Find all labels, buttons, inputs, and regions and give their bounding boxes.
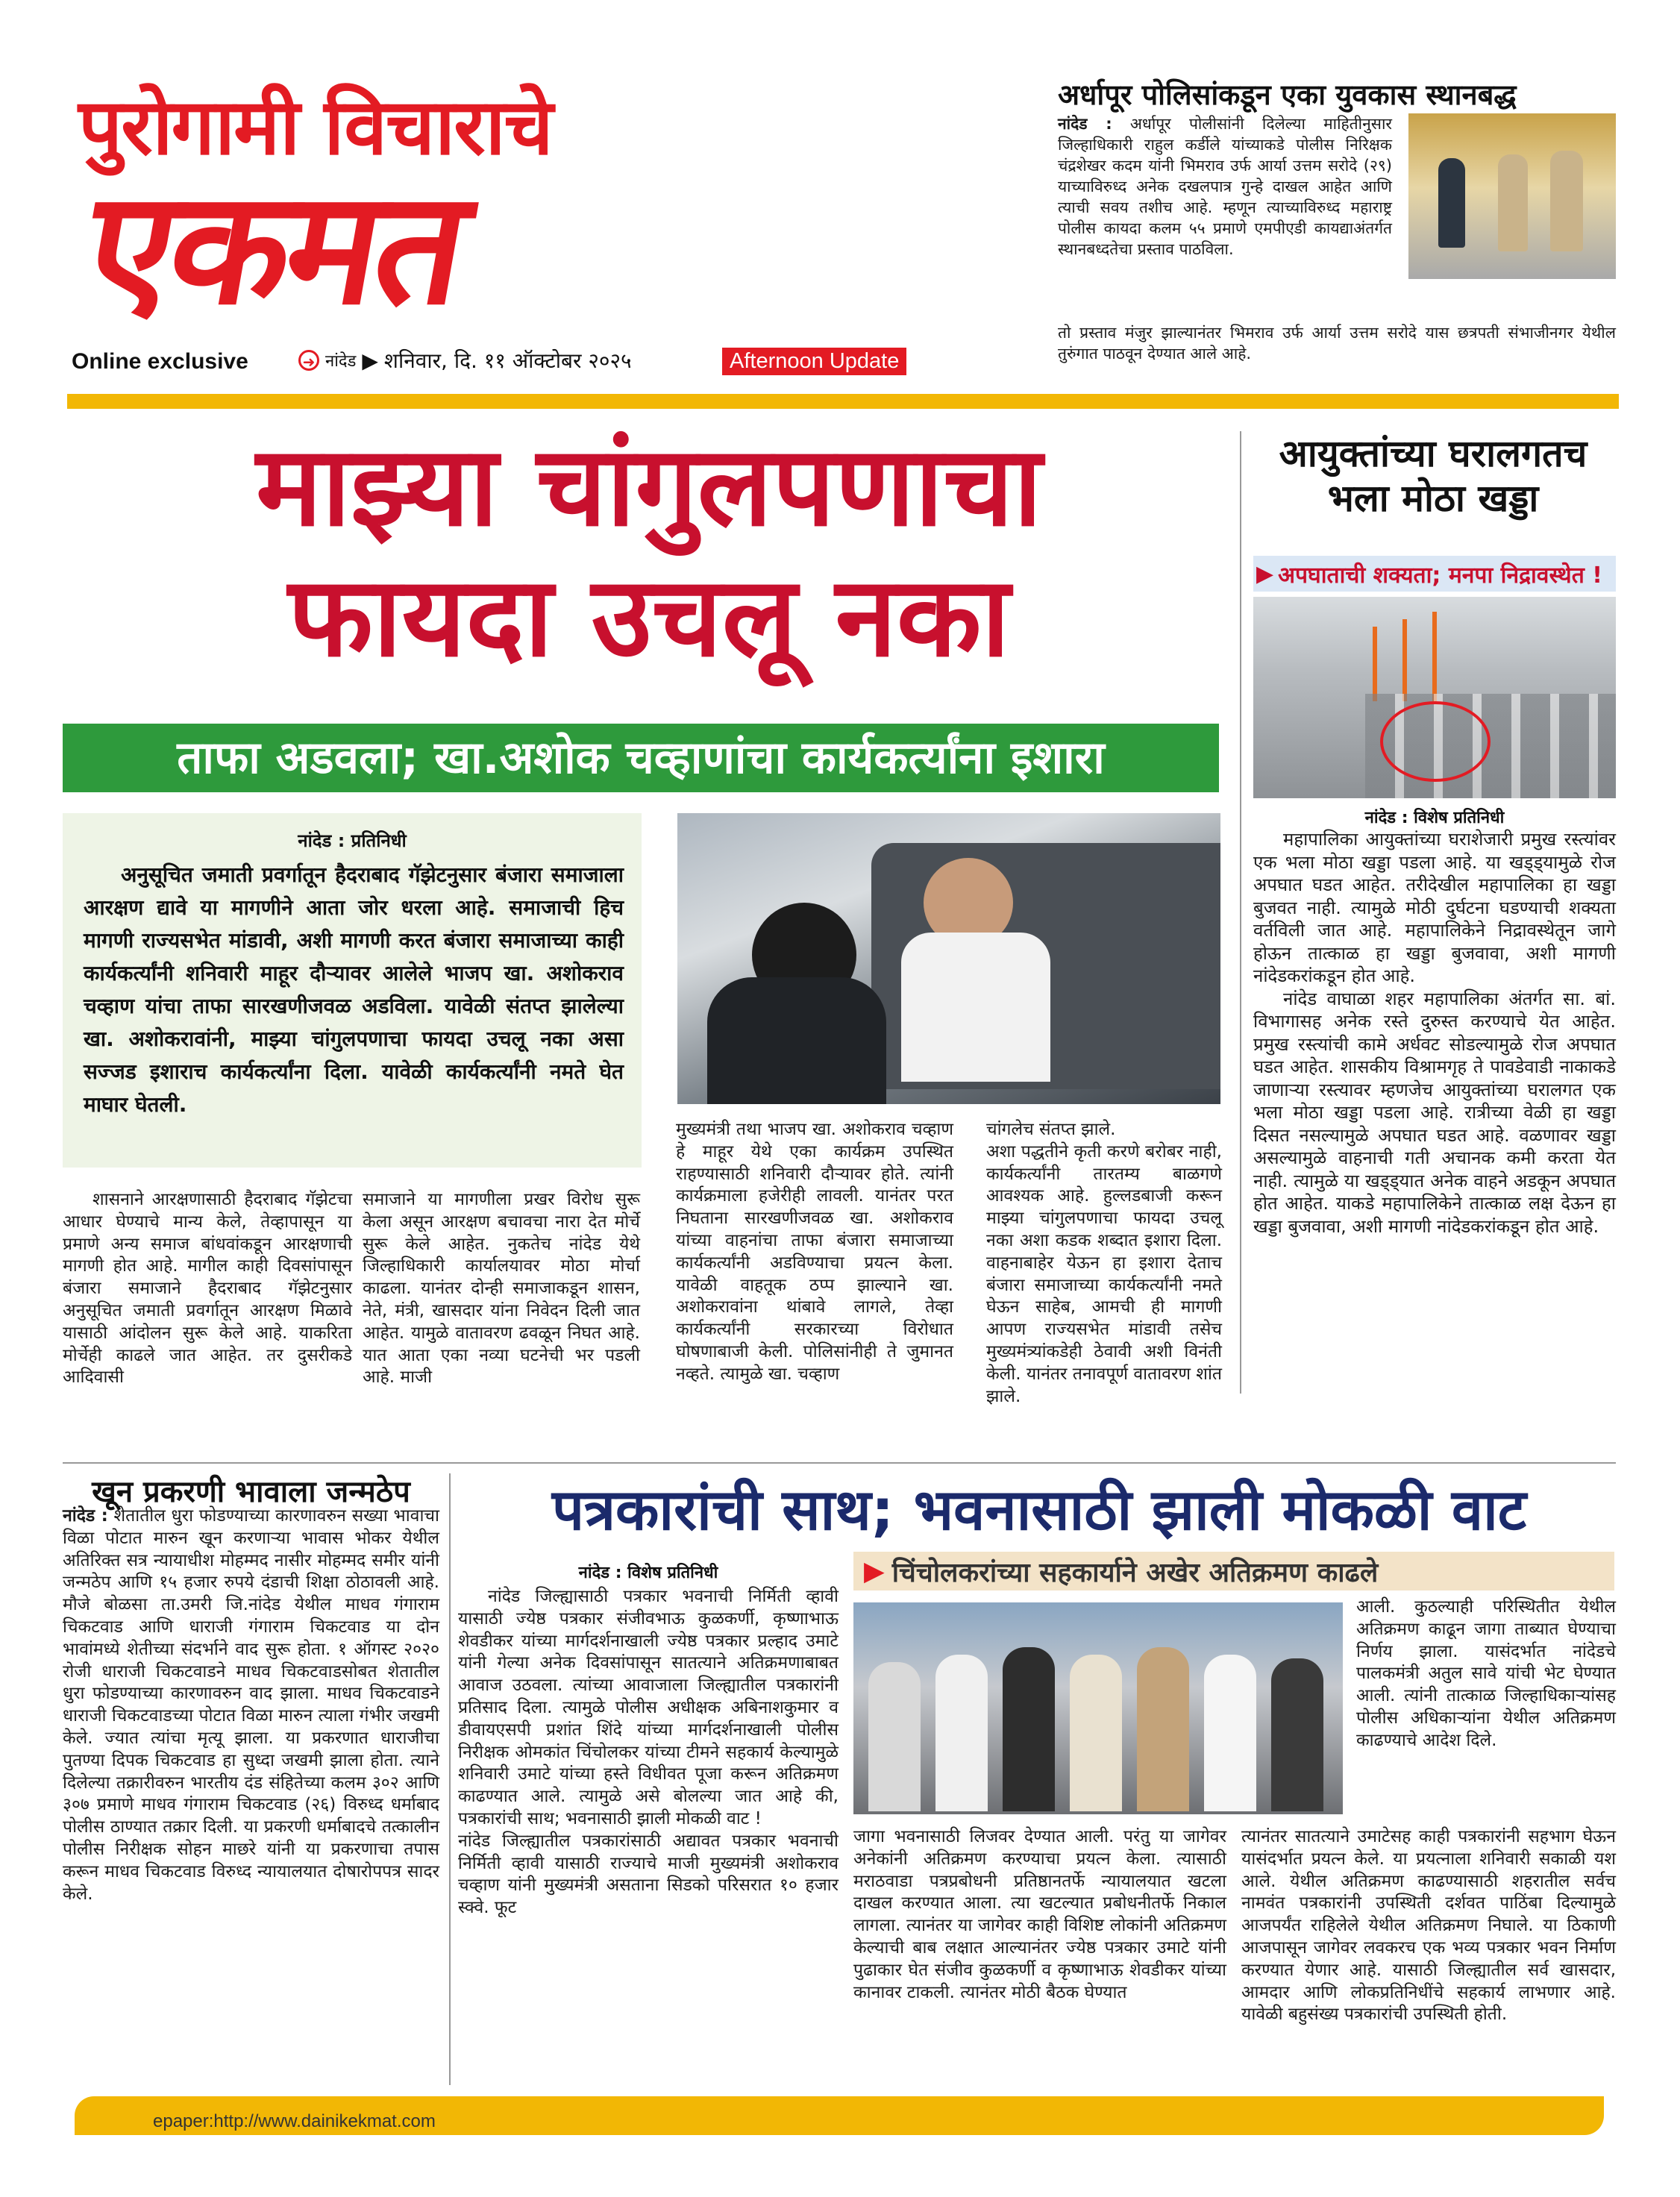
top-story-title: अर्धापूर पोलिसांकडून एका युवकास स्थानबद्ध <box>1058 78 1517 111</box>
top-story-text: अर्धापूर पोलीसांनी दिलेल्या माहितीनुसार जिल्हाधिकारी राहुल कर्डीले यांच्याकडे पोलीस निरिक्षक चंद्रशेखर कदम यांनी भिमराव उर्फ आर्या उत्तम सरोदे (२९) याच्याविरुध्द अनेक दखलपात्र गुन्हे दाखल आहेत आणि त्याची सवय तशीच आहे. म्हणून त्याच्याविरुध्द महाराष्ट्र पोलीस कायदा कलम ५५ प्रमाणे एमपीएडी कायद्याअंतर्गत स्थानबध्दतेचा प्रस्ताव पाठविला. <box>1058 115 1392 258</box>
lead-subhead-bar: ताफा अडवला; खा.अशोक चव्हाणांचा कार्यकर्त्यांना इशारा <box>63 724 1219 792</box>
play-icon: ▶ <box>362 348 378 373</box>
journalist-col1-text: नांदेड जिल्ह्यासाठी पत्रकार भवनाची निर्मिती व्हावी यासाठी ज्येष्ठ पत्रकार संजीवभाऊ कुळकर्णी, कृष्णाभाऊ शेवडीकर यांच्या मार्गदर्शनाखाली ज्येष्ठ पत्रकार प्रल्हाद उमाटे यांनी गेल्या अनेक दिवसांपासून सातत्याने अतिक्रमणाबाबत आवाज उठवला. त्यांच्या आवाजाला जिल्ह्यातील पत्रकारांनी प्रतिसाद दिला. त्यामुळे पोलीस अधीक्षक अबिनाशकुमार व डीवायएसपी प्रशांत शिंदे यांच्या मार्गदर्शनाखाली पोलीस निरीक्षक ओमकांत चिंचोलकर यांच्या टीमने सहकार्य केल्यामुळे शनिवारी उमाटे यांच्या हस्ते विधीवत पूजा करून अतिक्रमण काढण्यात आले. त्यामुळे असे बोलल्या जात आहे की, पत्रकारांची साथ; भवनासाठी झाली मोकळी वाट ! नांदेड जिल्ह्यातील पत्रकारांसाठी अद्यावत पत्रकार भवनाची निर्मिती व्हावी यासाठी राज्याचे माजी मुख्यमंत्री अशोकराव चव्हाण यांनी मुख्यमंत्री असताना सिडको परिसरात १० हजार स्क्वे. फूट <box>458 1587 839 1918</box>
right-story-dateline: नांदेड : विशेष प्रतिनिधी <box>1364 809 1505 827</box>
online-exclusive-label: Online exclusive <box>72 349 248 374</box>
footer-epaper-link[interactable]: epaper:http://www.dainikekmat.com <box>153 2111 436 2131</box>
right-story-body <box>1253 828 1616 1238</box>
right-story-p1: महापालिका आयुक्तांच्या घराशेजारी प्रमुख रस्त्यांवर एक भला मोठा खड्डा पडला आहे. या खड्ड्यामुळे रोज अपघात घडत आहेत. तरीदेखील महापालिका हा खड्डा बुजवत नाही. त्यामुळे मोठी दुर्घटना घडण्याची शक्यता वर्तविली जात आहे. महापालिकेने निद्रावस्थेतून जागे होऊन तात्काळ हा खड्डा बुजवावा, अशी मागणी नांदेडकरांकडून होत आहे. <box>1253 829 1616 986</box>
right-story-title <box>1250 431 1616 521</box>
triangle-icon: ▶ <box>1256 560 1274 587</box>
journalist-column-3a <box>1356 1596 1616 1752</box>
right-story-photo <box>1253 597 1616 798</box>
top-story-photo <box>1408 113 1616 279</box>
lead-col3-text: मुख्यमंत्री तथा भाजप खा. अशोकराव चव्हाण हे माहूर येथे एका कार्यक्रम उपस्थित राहण्यासाठी शनिवारी दौऱ्यावर होते. त्यांनी कार्यक्रमाला हजेरीही लावली. यानंतर परत निघताना सारखणीजवळ खा. अशोकराव यांच्या वाहनांचा ताफा बंजारा समाजाच्या कार्यकर्त्यांनी अडविण्याचा प्रयत्न केला. यावेळी वाहतूक ठप्प झाल्याने खा. अशोकरावांना थांबावे लागले, तेव्हा कार्यकर्त्यांनी सरकारच्या विरोधात घोषणाबाजी केली. पोलिसांनीही ते जुमानत नव्हते. त्यामुळे खा. चव्हाण <box>676 1120 953 1384</box>
triangle-icon: ▶ <box>864 1555 885 1587</box>
top-story-body-cont: तो प्रस्ताव मंजुर झाल्यानंतर भिमराव उर्फ आर्या उत्तम सरोदे यास छत्रपती संभाजीनगर येथील तुरुंगात पाठवून देण्यात आले आहे. <box>1058 324 1616 363</box>
lead-intro-box <box>63 813 642 1168</box>
lead-col2-text: समाजाने या मागणीला प्रखर विरोध सुरू केला असून आरक्षण बचावचा नारा देत मोर्चे सुरू केले आहेत. नुकतेच नांदेड येथे जिल्हाधिकारी कार्यालयावर मोठा मोर्चा काढला. यानंतर दोन्ही समाजाकडून शासन, नेते, मंत्री, खासदार यांना निवेदन दिली जात आहेत. यामुळे वातावरण ढवळून निघत आहे. यात आता एका नव्या घटनेची भर पडली आहे. माजी <box>363 1190 640 1388</box>
murder-story-title: खून प्रकरणी भावाला जन्मठेप <box>92 1475 410 1509</box>
lead-column-2 <box>363 1189 640 1389</box>
lead-col4-text: चांगलेच संतप्त झाले. अशा पद्धतीने कृती करणे बरोबर नाही, कार्यकर्त्यांनी तारतम्य बाळगणे आवश्यक आहे. हुल्लडबाजी करून माझ्या चांगुलपणाचा फायदा उचलू नका अशा कडक शब्दात इशारा दिला. वाहनाबाहेर येऊन हा इशारा देताच बंजारा समाजाच्या कार्यकर्त्यांनी नमते घेऊन साहेब, आमची ही मागणी आपण राज्यसभेत मांडावी तसेच मुख्यमंत्र्यांकडेही ठेवावी अशी विनंती केली. यानंतर तनावपूर्ण वातावरण शांत झाले. <box>986 1120 1223 1406</box>
right-story-title-line1: आयुक्तांच्या घरालगतच <box>1279 432 1587 475</box>
arrow-circle-icon: ➜ <box>298 350 319 371</box>
murder-story-text: शेतातील धुरा फोडण्याच्या कारणावरुन सख्या भावाचा विळा पोटात मारुन खून करणाऱ्या भावास भोकर येथील अतिरिक्त सत्र न्यायाधीश मोहम्मद नासीर मोहम्मद समीर यांनी जन्मठेप आणि १५ हजार रुपये दंडाची शिक्षा ठोठावली आहे. मौजे बोळसा ता.उमरी जि.नांदेड येथील माधव गंगाराम चिकटवाड आणि धाराजी गंगाराम चिकटवाड या दोन भावांमध्ये शेतीच्या संदर्भाने वाद सुरू होता. १ ऑगस्ट २०२० रोजी धाराजी चिकटवाडने माधव चिकटवाडसोबत शेतातील धुरा फोडण्याच्या कारणावरुन वाद झाला. माधव चिकटवाडने धाराजी चिकटवाडच्या पोटात विळा मारुन त्याला गंभीर जखमी केले. ज्यात त्यांचा मृत्यू झाला. या प्रकरणात धाराजीचा पुतण्या दिपक चिकटवाड हा सुध्दा जखमी झाला होता. त्याने दिलेल्या तक्रारीवरुन भारतीय दंड संहितेच्या कलम ३०२ आणि ३०७ प्रमाणे माधव गंगाराम चिकटवाड (२६) विरुध्द धर्माबाद पोलीस ठाण्यात तक्रार दिली. या प्रकरणी धर्माबादचे तत्कालीन पोलीस निरीक्षक सोहन माछरे यांनी या प्रकरणाचा तपास करून माधव चिकटवाड विरुध्द न्यायालयात दोषारोपपत्र सादर केले. <box>63 1506 439 1904</box>
top-story-dateline: नांदेड : <box>1058 115 1112 133</box>
afternoon-update-badge: Afternoon Update <box>722 348 906 375</box>
journalist-column-1 <box>458 1586 839 1919</box>
journalist-story-kicker-text: चिंचोलकरांच्या सहकार्याने अखेर अतिक्रमण काढले <box>891 1557 1379 1588</box>
journalist-story-title: पत्रकारांची साथ; भवनासाठी झाली मोकळी वाट <box>551 1476 1527 1543</box>
lead-column-4 <box>986 1119 1222 1408</box>
journalist-story-photo <box>853 1602 1343 1814</box>
dateline-date: शनिवार, दि. ११ ऑक्टोबर २०२५ <box>383 348 632 373</box>
lead-headline-line2: फायदा उचलू नका <box>288 553 1010 681</box>
column-divider-2 <box>449 1473 451 2085</box>
lead-intro-text: अनुसूचित जमाती प्रवर्गातून हैदराबाद गॅझेटनुसार बंजारा समाजाला आरक्षण द्यावे या मागणीने आता जोर धरला आहे. समाजाची हिच मागणी राज्यसभेत मांडावी, अशी मागणी करत बंजारा समाजाच्या काही कार्यकर्त्यांनी शनिवारी माहूर दौऱ्यावर आलेले भाजप खा. अशोकराव चव्हाण यांचा ताफा सारखणीजवळ अडविला. यावेळी संतप्त झालेल्या खा. अशोकरावांनी, माझ्या चांगुलपणाचा फायदा उचलू नका असा सज्जड इशाराच कार्यकर्त्यांना दिला. यावेळी कार्यकर्त्यांनी नमते घेत माघार घेतली. <box>84 862 624 1117</box>
right-story-kicker <box>1253 556 1616 592</box>
lead-col1-text: शासनाने आरक्षणासाठी हैदराबाद गॅझेटचा आधार घेण्याचे मान्य केले, तेव्हापासून या प्रमाणे अन्य समाज बांधवांकडून आरक्षणाची मागणी होत आहे. मागील काही दिवसांपासून बंजारा समाजाने हैदराबाद गॅझेटनुसार अनुसूचित जमाती प्रवर्गातून आरक्षण मिळावे यासाठी आंदोलन सुरू केले आहे. याकरिता मोर्चेही काढले जात आहेत. तर दुसरीकडे आदिवासी <box>63 1190 352 1388</box>
journalist-col3a-text: आली. कुठल्याही परिस्थितीत येथील अतिक्रमण काढून जागा ताब्यात घेण्याचा निर्णय झाला. यासंदर्भात नांदेडचे पालकमंत्री अतुल सावे यांची भेट घेण्यात आली. त्यांनी तात्काळ जिल्हाधिकाऱ्यांसह पोलीस अधिकाऱ्यांना येथील अतिक्रमण काढण्याचे आदेश दिले. <box>1356 1597 1616 1750</box>
lead-headline-line1: माझ्या चांगुलपणाचा <box>256 422 1042 551</box>
journalist-col2-text: जागा भवनासाठी लिजवर देण्यात आली. परंतु या जागेवर अनेकांनी अतिक्रमण करण्याचा प्रयत्न केला. त्यासाठी मराठवाडा पत्रप्रबोधनी प्रतिष्ठानतर्फे न्यायालयात खटला दाखल करण्यात आला. त्या खटल्यात प्रबोधनीतर्फे निकाल लागला. त्यानंतर या जागेवर काही विशिष्ट लोकांनी अतिक्रमण केल्याची बाब लक्षात आल्यानंतर ज्येष्ठ पत्रकार उमाटे यांनी पुढाकार घेत संजीव कुळकर्णी व कृष्णाभाऊ शेवडीकर यांच्या कानावर टाकली. त्यानंतर मोठी बैठक घेण्यात <box>853 1827 1226 2002</box>
lead-photo <box>677 813 1220 1104</box>
journalist-col3b-text: त्यानंतर सातत्याने उमाटेसह काही पत्रकारांनी सहभाग घेऊन यासंदर्भात प्रयत्न केले. या प्रयत्नाला शनिवारी सकाळी यश आले. येथील अतिक्रमण काढण्यासाठी शहरातील सर्वच नामवंत पत्रकारांनी उपस्थिती दर्शवत पाठिंबा दिल्यामुळे आजपर्यंत राहिलेले येथील अतिक्रमण निघाले. या ठिकाणी आजपासून जागेवर लवकरच एक भव्य पत्रकार भवन निर्माण करण्यात येणार आहे. यासाठी जिल्ह्यातील सर्व खासदार, आमदार आणि लोकप्रतिनिधींचे सहकार्य लाभणार आहे. यावेळी बहुसंख्य पत्रकारांची उपस्थिती होती. <box>1241 1827 1616 2025</box>
journalist-story-kicker <box>853 1552 1614 1590</box>
dateline-city: नांदेड <box>325 352 357 371</box>
pothole-highlight-circle <box>1380 701 1491 782</box>
right-story-title-line2: भला मोठा खड्डा <box>1327 477 1539 520</box>
section-divider <box>63 1462 1616 1464</box>
lead-dateline: नांदेड : प्रतिनिधी <box>298 830 407 851</box>
column-divider <box>1240 431 1241 1394</box>
top-story-body <box>1058 113 1392 260</box>
journalist-story-dateline: नांदेड : विशेष प्रतिनिधी <box>578 1564 718 1582</box>
murder-story-body <box>63 1505 439 1905</box>
masthead-tagline: पुरोगामी विचाराचे <box>78 81 552 172</box>
dateline-bar <box>298 346 632 374</box>
murder-story-dateline: नांदेड : <box>63 1506 108 1526</box>
right-story-kicker-text: अपघाताची शक्यता; मनपा निद्रावस्थेत ! <box>1278 562 1602 589</box>
lead-column-1 <box>63 1189 352 1389</box>
journalist-column-2 <box>853 1826 1226 2004</box>
lead-column-3 <box>676 1119 953 1386</box>
right-story-p2: नांदेड वाघाळा शहर महापालिका अंतर्गत सा. बां. विभागासह अनेक रस्ते दुरुस्त करण्याचे येत आहेत. प्रमुख रस्त्यांची कामे अर्धवट सोडल्यामुळे रोज अपघात घडत आहेत. शासकीय विश्रामगृह ते पावडेवाडी नाकाकडे जाणाऱ्या रस्त्यावर म्हणजेच आयुक्तांच्या घरालगत एक भला मोठा खड्डा पडला आहे. रात्रीच्या वेळी हा खड्डा दिसत नसल्यामुळे अपघात घडत आहे. वळणावर खड्डा असल्यामुळे वाहनाची गती अचानक कमी करता येत नाही. त्यामुळे या खड्ड्यात अनेक वाहने अडकून अपघात होत आहेत. याकडे महापालिकेने तात्काळ लक्ष देऊन हा खड्डा बुजवावा, अशी मागणी नांदेडकरांकडून होत आहे. <box>1253 988 1616 1237</box>
masthead-title: एकमत <box>73 157 478 339</box>
yellow-divider <box>67 394 1619 409</box>
journalist-column-3b <box>1241 1826 1616 2026</box>
